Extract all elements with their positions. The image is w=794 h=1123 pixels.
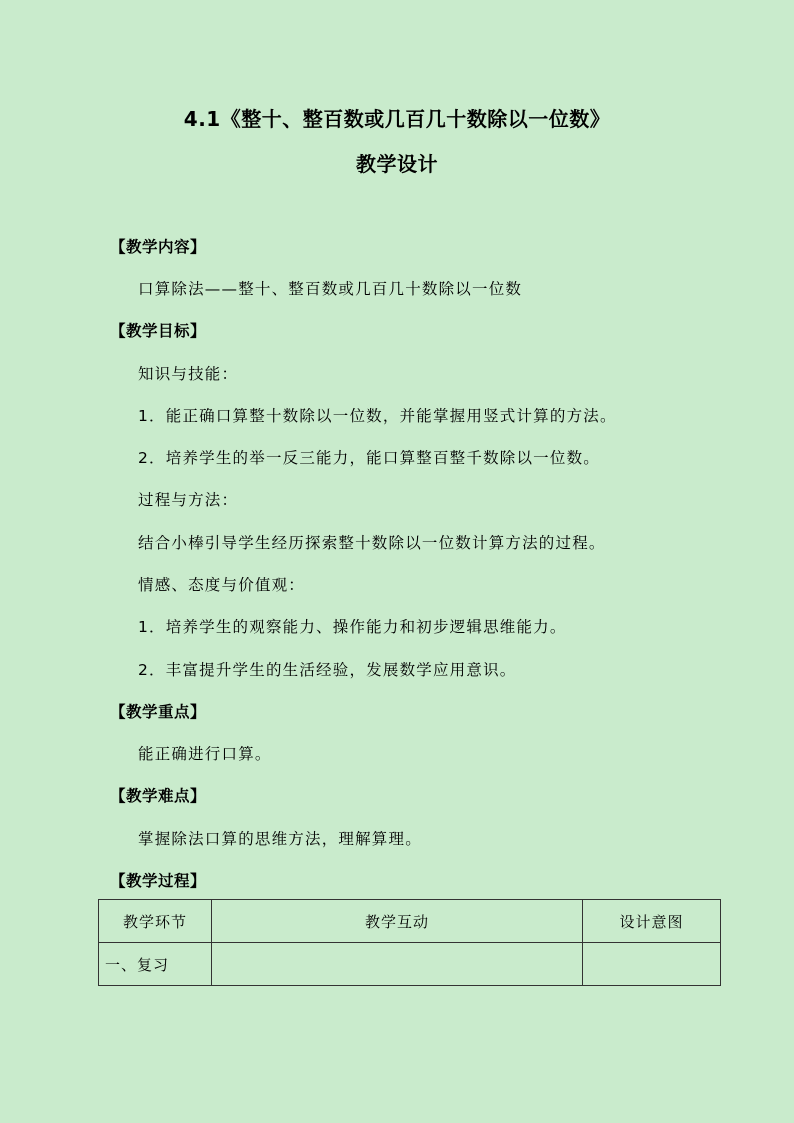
section-heading-objectives: 【教学目标】	[110, 322, 207, 340]
table-row	[99, 943, 721, 986]
keypoint-text: 能正确进行口算。	[138, 745, 272, 763]
table-header-intent: 设计意图	[583, 900, 721, 943]
document-subtitle: 教学设计	[356, 152, 438, 176]
document-title: 4.1《整十、整百数或几百几十数除以一位数》	[183, 107, 611, 131]
knowledge-skills-label: 知识与技能：	[138, 365, 239, 383]
table-cell-interaction	[212, 943, 583, 986]
table-cell-step: 一、复习	[99, 943, 212, 986]
emotion-item-2: 2．丰富提升学生的生活经验，发展数学应用意识。	[138, 661, 517, 679]
section-heading-keypoint: 【教学重点】	[110, 703, 207, 721]
content-text: 口算除法——整十、整百数或几百几十数除以一位数	[138, 280, 523, 298]
teaching-process-table	[98, 899, 721, 986]
emotion-values-label: 情感、态度与价值观：	[138, 576, 306, 594]
knowledge-item-2: 2．培养学生的举一反三能力，能口算整百整千数除以一位数。	[138, 449, 600, 467]
process-method-text: 结合小棒引导学生经历探索整十数除以一位数计算方法的过程。	[138, 534, 606, 552]
section-heading-procedure: 【教学过程】	[110, 872, 207, 890]
difficulty-text: 掌握除法口算的思维方法，理解算理。	[138, 830, 422, 848]
table-header-row	[99, 900, 721, 943]
knowledge-item-1: 1．能正确口算整十数除以一位数，并能掌握用竖式计算的方法。	[138, 407, 617, 425]
table-header-interaction: 教学互动	[212, 900, 583, 943]
section-heading-difficulty: 【教学难点】	[110, 787, 207, 805]
table-header-step: 教学环节	[99, 900, 212, 943]
table-cell-intent	[583, 943, 721, 986]
process-method-label: 过程与方法：	[138, 491, 239, 509]
section-heading-content: 【教学内容】	[110, 238, 207, 256]
emotion-item-1: 1．培养学生的观察能力、操作能力和初步逻辑思维能力。	[138, 618, 567, 636]
